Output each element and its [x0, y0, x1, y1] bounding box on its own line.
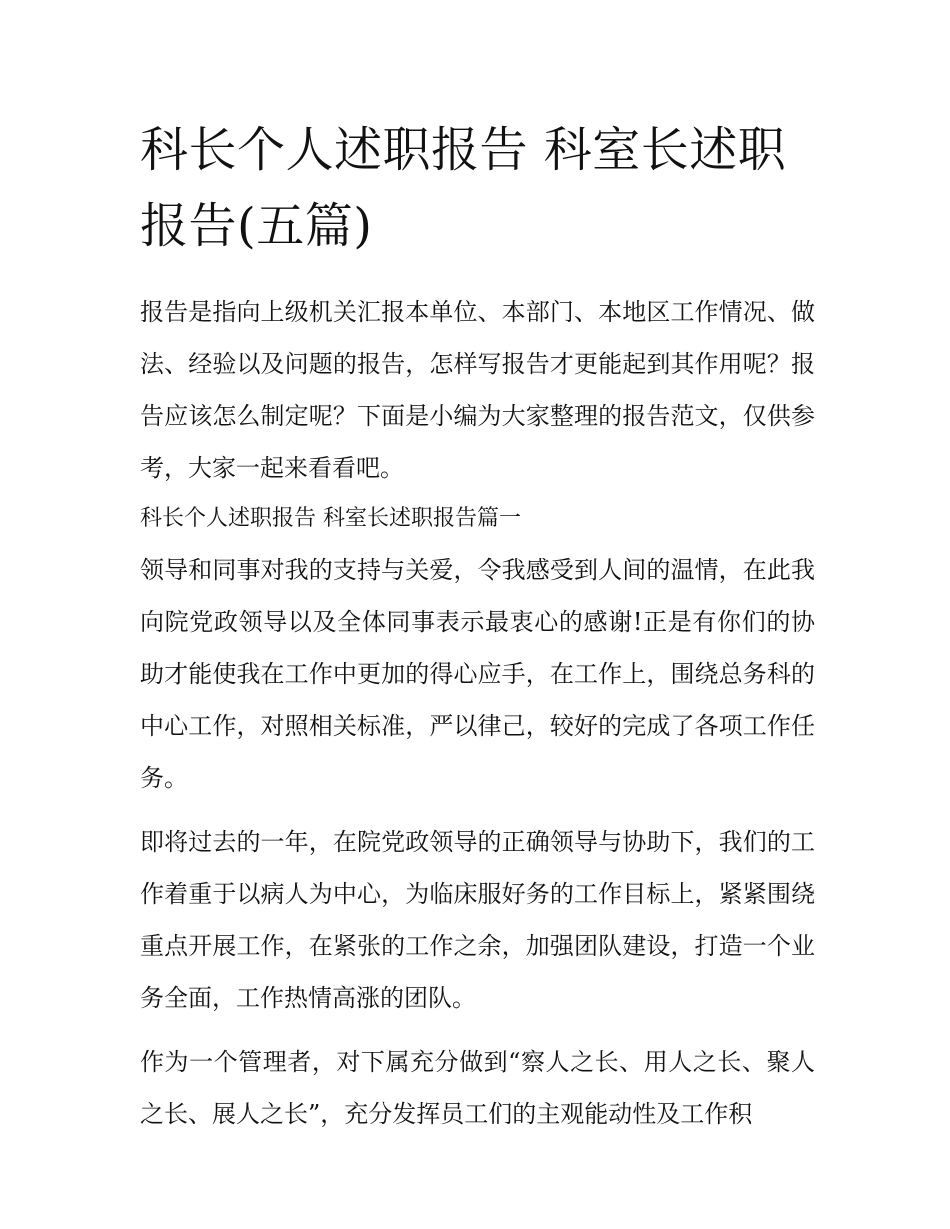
section-heading: 科长个人述职报告 科室长述职报告篇一	[140, 506, 521, 531]
body-paragraph: 作为一个管理者，对下属充分做到“察人之长、用人之长、聚人之长、展人之长”，充分发挥员工们的主观能动性及工作积	[140, 1048, 815, 1128]
document-body	[140, 112, 815, 1140]
body-paragraph: 领导和同事对我的支持与关爱，令我感受到人间的温情，在此我向院党政领导以及全体同事表示最衷心的感谢!正是有你们的协助才能使我在工作中更加的得心应手，在工作上，围绕总务科的中心工作，对照相关标准，严以律己，较好的完成了各项工作任务。	[140, 556, 815, 792]
body-paragraph: 即将过去的一年，在院党政领导的正确领导与协助下，我们的工作着重于以病人为中心，为临床服好务的工作目标上，紧紧围绕重点开展工作，在紧张的工作之余，加强团队建设，打造一个业务全面，工作热情高涨的团队。	[140, 828, 815, 1012]
document-title: 科长个人述职报告 科室长述职报告(五篇)	[140, 122, 787, 254]
intro-paragraph: 报告是指向上级机关汇报本单位、本部门、本地区工作情况、做法、经验以及问题的报告，怎样写报告才更能起到其作用呢？报告应该怎么制定呢？下面是小编为大家整理的报告范文，仅供参考，大家一起来看看吧。	[140, 298, 815, 482]
